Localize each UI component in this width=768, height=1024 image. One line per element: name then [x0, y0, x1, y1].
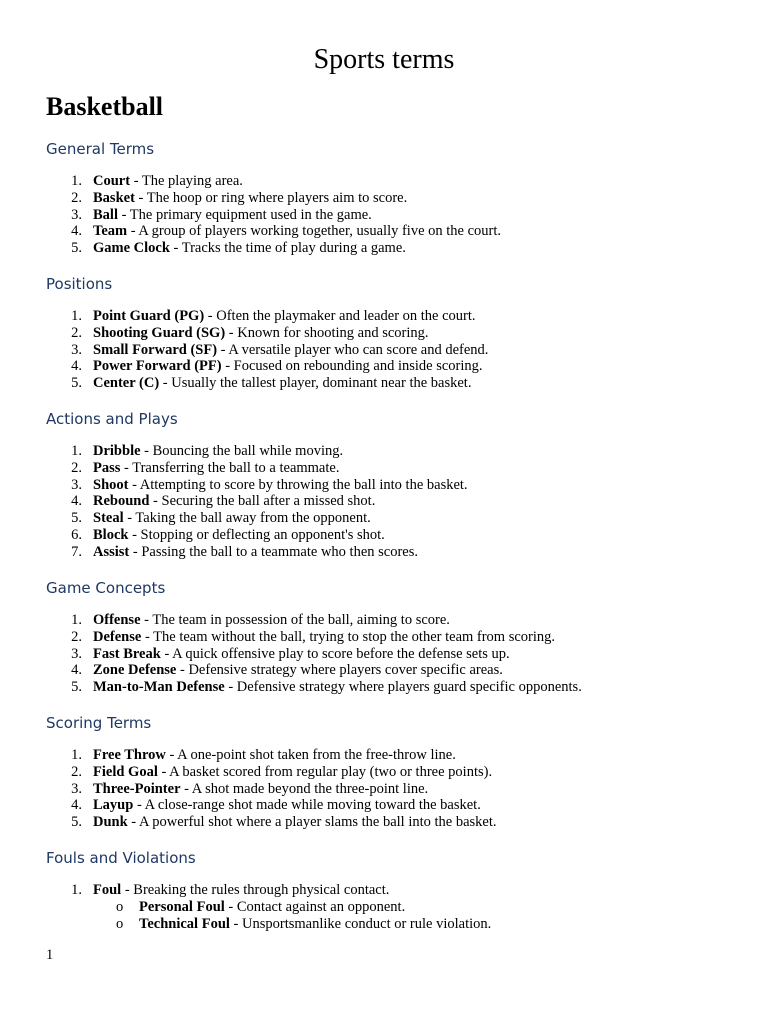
section-heading: Fouls and Violations: [46, 849, 196, 867]
section-general-terms: [46, 139, 746, 257]
section-heading: Game Concepts: [46, 579, 166, 597]
list-item: [46, 797, 497, 814]
term-description: - A one-point shot taken from the free-throw line.: [165, 747, 456, 763]
term-name: Court: [93, 173, 131, 189]
list-number: 6.: [71, 526, 82, 543]
term-description: - Defensive strategy where players guard specific opponents.: [224, 679, 582, 696]
term-description: - Contact against an opponent.: [224, 898, 406, 915]
list-item: [46, 190, 501, 207]
term-description: - A shot made beyond the three-point line.: [180, 780, 429, 797]
term-name: Technical Foul: [139, 915, 230, 932]
term-name: Rebound: [93, 493, 150, 510]
term-description: - The team without the ball, trying to stop the other team from scoring.: [141, 628, 556, 645]
list-number: 3.: [71, 476, 82, 493]
term-description: - Unsportsmanlike conduct or rule violation.: [229, 915, 492, 932]
list-number: 2.: [71, 459, 82, 476]
term-name: Center (C): [93, 375, 160, 392]
term-description: - A quick offensive play to score before the defense sets up.: [160, 645, 510, 662]
list-item: [46, 781, 497, 798]
list-item: [46, 342, 488, 359]
term-name: Foul: [93, 882, 122, 898]
term-description: - Focused on rebounding and inside scoring.: [221, 358, 483, 375]
list-number: 5.: [71, 679, 82, 696]
term-list: [46, 308, 488, 392]
section-heading: Scoring Terms: [46, 714, 152, 732]
list-number: 2.: [71, 628, 82, 645]
term-description: - The playing area.: [130, 173, 243, 189]
term-name: Point Guard (PG): [93, 308, 205, 324]
section-heading: Positions: [46, 275, 113, 293]
list-number: 2.: [71, 763, 82, 780]
term-description: - A powerful shot where a player slams the ball into the basket.: [127, 814, 497, 831]
bullet-icon: o: [116, 915, 124, 932]
term-name: Small Forward (SF): [93, 341, 218, 358]
list-number: 3.: [71, 780, 82, 797]
term-description: - Breaking the rules through physical contact.: [121, 882, 390, 898]
term-description: - Defensive strategy where players cover specific areas.: [176, 662, 503, 679]
sub-list-item: [93, 899, 491, 916]
list-number: 2.: [71, 189, 82, 206]
term-description: - Known for shooting and scoring.: [225, 324, 429, 341]
term-name: Shooting Guard (SG): [93, 324, 226, 341]
term-name: Shoot: [93, 476, 129, 493]
list-number: 3.: [71, 645, 82, 662]
section-heading: General Terms: [46, 140, 155, 158]
list-number: 3.: [71, 341, 82, 358]
term-description: - Tracks the time of play during a game.: [169, 240, 406, 257]
list-number: 5.: [71, 240, 82, 257]
list-item: [46, 882, 491, 932]
term-description: - The team in possession of the ball, aiming to score.: [140, 612, 450, 628]
list-item: [46, 662, 582, 679]
term-description: - Taking the ball away from the opponent.: [123, 510, 371, 527]
list-item: [46, 612, 582, 629]
bullet-icon: o: [116, 898, 124, 915]
term-name: Fast Break: [93, 645, 161, 662]
list-item: [46, 679, 582, 696]
list-item: [46, 477, 468, 494]
list-number: 1.: [71, 747, 82, 763]
term-description: - Attempting to score by throwing the ball into the basket.: [128, 476, 468, 493]
list-item: [46, 358, 488, 375]
list-number: 4.: [71, 223, 82, 240]
term-name: Power Forward (PF): [93, 358, 222, 375]
term-name: Steal: [93, 510, 124, 527]
term-description: - Stopping or deflecting an opponent's shot.: [128, 526, 385, 543]
term-description: - The hoop or ring where players aim to score.: [134, 189, 408, 206]
term-description: - A versatile player who can score and defend.: [217, 341, 489, 358]
list-item: [46, 527, 468, 544]
section-game-concepts: [46, 578, 746, 696]
term-name: Block: [93, 526, 129, 543]
list-number: 1.: [71, 173, 82, 189]
list-item: [46, 173, 501, 190]
section-actions-and-plays: [46, 409, 746, 560]
list-number: 4.: [71, 358, 82, 375]
sub-list-item: [93, 916, 491, 933]
list-number: 1.: [71, 308, 82, 324]
list-number: 5.: [71, 510, 82, 527]
list-item: [46, 223, 501, 240]
term-description: - A close-range shot made while moving toward the basket.: [133, 797, 481, 814]
list-number: 1.: [71, 882, 82, 898]
section-heading: Actions and Plays: [46, 410, 178, 428]
sub-list: [93, 899, 491, 933]
list-item: [46, 510, 468, 527]
list-item: [46, 460, 468, 477]
term-description: - Usually the tallest player, dominant near the basket.: [159, 375, 472, 392]
term-description: - The primary equipment used in the game.: [117, 206, 372, 223]
term-name: Personal Foul: [139, 898, 225, 915]
term-description: - Securing the ball after a missed shot.: [149, 493, 376, 510]
term-name: Zone Defense: [93, 662, 177, 679]
term-name: Basket: [93, 189, 135, 206]
term-name: Free Throw: [93, 747, 166, 763]
list-number: 4.: [71, 797, 82, 814]
term-name: Three-Pointer: [93, 780, 181, 797]
list-number: 5.: [71, 375, 82, 392]
list-number: 2.: [71, 324, 82, 341]
section-fouls-and-violations: [46, 848, 746, 932]
list-item: [46, 493, 468, 510]
term-name: Dunk: [93, 814, 128, 831]
term-description: - Transferring the ball to a teammate.: [120, 459, 340, 476]
term-list: [46, 612, 582, 696]
term-list: [46, 173, 501, 257]
list-number: 7.: [71, 543, 82, 560]
list-item: [46, 544, 468, 561]
list-number: 4.: [71, 662, 82, 679]
section-scoring-terms: [46, 713, 746, 831]
list-number: 1.: [71, 443, 82, 459]
term-description: - Passing the ball to a teammate who then scores.: [129, 543, 418, 560]
term-list: [46, 443, 468, 561]
list-item: [46, 629, 582, 646]
term-name: Defense: [93, 628, 142, 645]
term-description: - Bouncing the ball while moving.: [140, 443, 344, 459]
list-number: 4.: [71, 493, 82, 510]
list-item: [46, 814, 497, 831]
list-item: [46, 764, 497, 781]
term-name: Game Clock: [93, 240, 170, 257]
term-name: Assist: [93, 543, 130, 560]
list-item: [46, 443, 468, 460]
list-item: [46, 207, 501, 224]
term-name: Pass: [93, 459, 121, 476]
term-description: - Often the playmaker and leader on the court.: [204, 308, 476, 324]
term-list: [46, 882, 491, 932]
term-name: Offense: [93, 612, 141, 628]
term-name: Dribble: [93, 443, 141, 459]
term-name: Ball: [93, 206, 118, 223]
term-description: - A group of players working together, usually five on the court.: [127, 223, 502, 240]
list-item: [46, 325, 488, 342]
term-name: Layup: [93, 797, 134, 814]
main-heading: Basketball: [46, 92, 164, 121]
document-title: Sports terms: [313, 44, 455, 75]
list-item: [46, 375, 488, 392]
page-number: 1: [46, 947, 54, 963]
term-name: Team: [93, 223, 128, 240]
list-item: [46, 240, 501, 257]
term-list: [46, 747, 497, 831]
list-number: 5.: [71, 814, 82, 831]
term-name: Man-to-Man Defense: [93, 679, 225, 696]
list-item: [46, 747, 497, 764]
term-name: Field Goal: [93, 763, 158, 780]
list-number: 1.: [71, 612, 82, 628]
term-description: - A basket scored from regular play (two or three points).: [157, 763, 493, 780]
section-positions: [46, 274, 746, 392]
list-number: 3.: [71, 206, 82, 223]
list-item: [46, 308, 488, 325]
list-item: [46, 646, 582, 663]
